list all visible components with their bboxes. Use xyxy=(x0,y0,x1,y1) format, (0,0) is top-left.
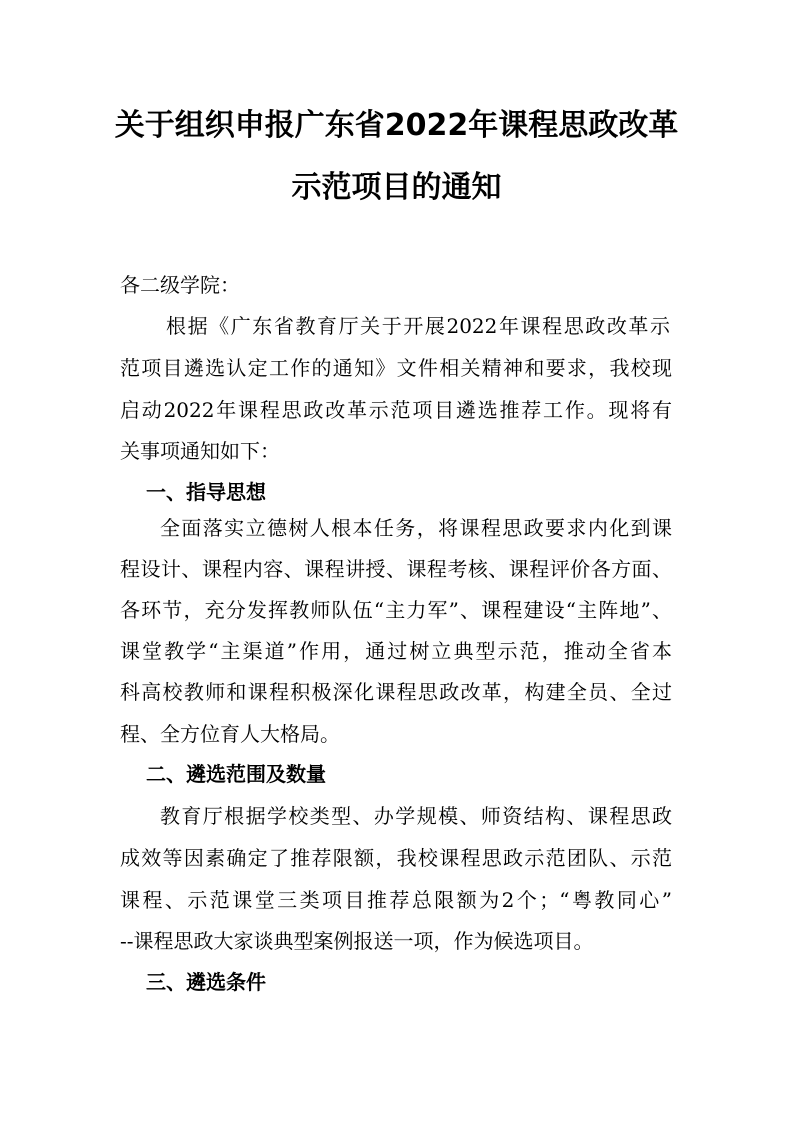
section-2-line-2: 成效等因素确定了推荐限额，我校课程思政示范团队、示范 xyxy=(120,846,672,870)
section-1-line-1: 全面落实立德树人根本任务，将课程思政要求内化到课 xyxy=(160,516,672,540)
intro-line-3: 启动2022年课程思政改革示范项目遴选推荐工作。现将有 xyxy=(120,398,672,422)
section-1-line-2: 程设计、课程内容、课程讲授、课程考核、课程评价各方面、 xyxy=(120,557,672,581)
section-3-heading: 三、遴选条件 xyxy=(146,970,266,994)
section-1-line-6: 程、全方位育人大格局。 xyxy=(120,722,340,746)
document-title-line-1: 关于组织申报广东省2022年课程思政改革 xyxy=(114,108,679,143)
section-2-line-4: --课程思政大家谈典型案例报送一项，作为候选项目。 xyxy=(120,929,594,953)
salutation: 各二级学院： xyxy=(120,273,240,297)
section-2-line-3: 课程、示范课堂三类项目推荐总限额为2个；“粤教同心” xyxy=(120,888,672,912)
section-2-line-1: 教育厅根据学校类型、办学规模、师资结构、课程思政 xyxy=(160,804,672,828)
intro-line-2: 范项目遴选认定工作的通知》文件相关精神和要求，我校现 xyxy=(120,356,672,380)
section-1-line-5: 科高校教师和课程积极深化课程思政改革，构建全员、全过 xyxy=(120,680,672,704)
intro-line-1: 根据《广东省教育厅关于开展2022年课程思政改革示 xyxy=(166,314,670,338)
document-title-line-2: 示范项目的通知 xyxy=(291,170,502,205)
section-1-heading: 一、指导思想 xyxy=(146,480,266,504)
section-1-line-4: 课堂教学“主渠道”作用，通过树立典型示范，推动全省本 xyxy=(120,639,672,663)
intro-line-4: 关事项通知如下： xyxy=(120,439,280,463)
section-1-line-3: 各环节，充分发挥教师队伍“主力军”、课程建设“主阵地”、 xyxy=(120,598,672,622)
section-2-heading: 二、遴选范围及数量 xyxy=(146,762,326,786)
